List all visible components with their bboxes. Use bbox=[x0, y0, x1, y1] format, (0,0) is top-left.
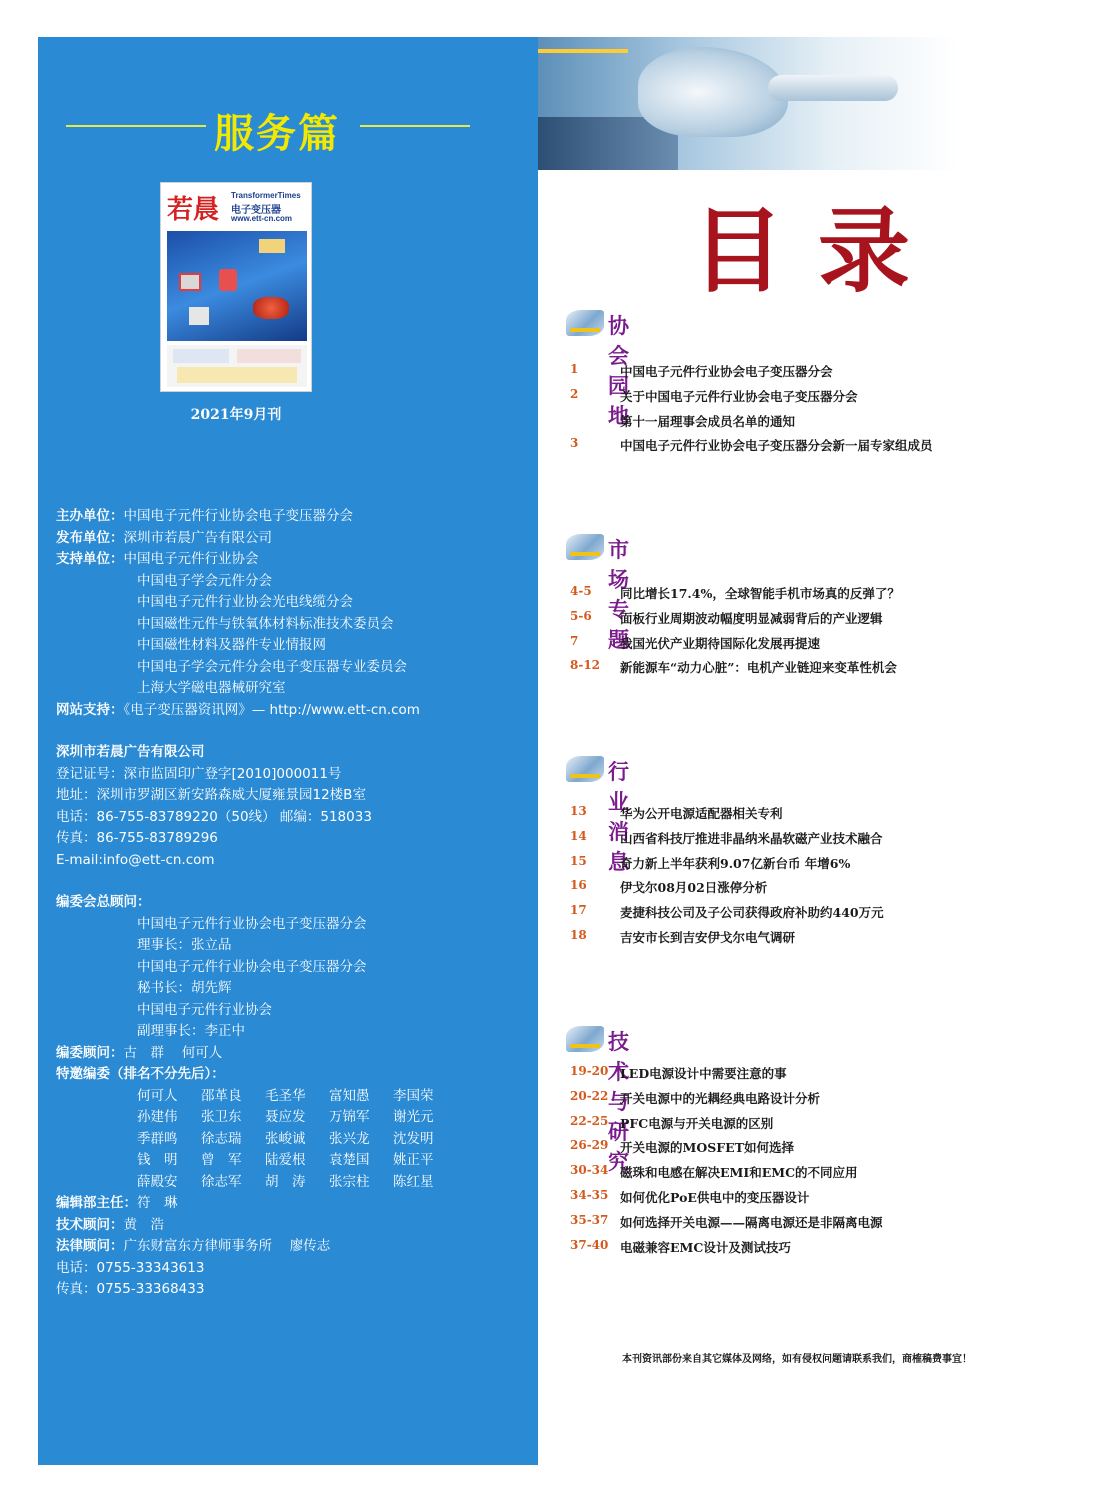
special-name: 钱 明 bbox=[137, 1152, 178, 1168]
consultant-row bbox=[56, 1043, 457, 1065]
toc-item-title: 电磁兼容EMC设计及测试技巧 bbox=[620, 1239, 791, 1255]
special-name: 曾 军 bbox=[201, 1152, 242, 1168]
special-name: 胡 涛 bbox=[265, 1173, 306, 1190]
editor-label: 编辑部主任： bbox=[56, 1195, 137, 1211]
toc-item-title: 第十一届理事会成员名单的通知 bbox=[620, 413, 796, 429]
toc-section-title: 市场专题 bbox=[608, 537, 629, 652]
organizer-row bbox=[56, 549, 420, 571]
toc-item-title: 如何优化PoE供电中的变压器设计 bbox=[620, 1189, 810, 1205]
special-name: 徐志军 bbox=[201, 1173, 242, 1190]
service-section-title bbox=[66, 102, 470, 157]
organizer-value: 中国电子元件行业协会 bbox=[123, 551, 259, 567]
toc-item-title: 中国电子元件行业协会电子变压器分会 bbox=[620, 364, 833, 379]
special-name: 张卫东 bbox=[201, 1109, 242, 1125]
title-rule-left bbox=[66, 125, 206, 127]
toc-item-title: 伊戈尔08月02日涨停分析 bbox=[620, 880, 768, 896]
legal-advisor-row bbox=[56, 1236, 457, 1258]
organizer-row bbox=[56, 592, 420, 614]
committee-head-label: 编委会总顾问： bbox=[56, 894, 151, 910]
issue-date: 2021年9月刊 bbox=[190, 407, 282, 423]
pointing-hand-icon bbox=[566, 1026, 604, 1052]
toc-page-number: 2 bbox=[570, 386, 579, 401]
hero-image bbox=[538, 37, 958, 170]
editor-value: 符 琳 bbox=[137, 1195, 178, 1211]
toc-page-number: 18 bbox=[570, 927, 587, 942]
advisor-row: 中国电子元件行业协会 bbox=[137, 1001, 272, 1018]
toc-page-number: 5-6 bbox=[570, 608, 592, 623]
toc-page-number: 8-12 bbox=[570, 658, 601, 673]
organizer-label: 支持单位： bbox=[56, 551, 124, 567]
toc-page-number: 34-35 bbox=[570, 1187, 609, 1202]
special-names-row bbox=[56, 1107, 457, 1129]
toc-page-number: 4-5 bbox=[570, 584, 592, 598]
special-name: 聂应发 bbox=[265, 1109, 306, 1125]
toc-page-number: 15 bbox=[570, 853, 587, 868]
special-name: 陆爱根 bbox=[265, 1152, 306, 1168]
toc-page-number: 30-34 bbox=[570, 1163, 609, 1178]
toc-item-title: 开关电源中的光耦经典电路设计分析 bbox=[620, 1090, 821, 1106]
toc-page-number: 17 bbox=[570, 903, 587, 918]
advisor-row: 中国电子元件行业协会电子变压器分会 bbox=[137, 958, 367, 975]
toc-section-title: 协会园地 bbox=[608, 313, 629, 428]
organizer-value: 上海大学磁电器械研究室 bbox=[137, 680, 286, 696]
toc-section-title: 技术与研究 bbox=[608, 1029, 629, 1174]
company-info bbox=[56, 742, 372, 871]
committee-fax: 传真：0755-33368433 bbox=[56, 1281, 205, 1297]
organizer-value: 深圳市若晨广告有限公司 bbox=[123, 529, 272, 546]
company-fax: 传真：86-755-83789296 bbox=[56, 830, 218, 846]
pointing-hand-icon bbox=[566, 310, 604, 336]
toc-title: 目录 bbox=[692, 197, 945, 305]
toc-item-title: 磁珠和电感在解决EMI和EMC的不同应用 bbox=[620, 1165, 858, 1181]
special-name: 袁楚国 bbox=[329, 1152, 370, 1168]
service-title-text: 服务篇 bbox=[214, 110, 340, 157]
toc-page-number: 13 bbox=[570, 804, 587, 818]
special-name: 陈红星 bbox=[393, 1173, 434, 1190]
organizer-label: 主办单位： bbox=[56, 508, 124, 524]
consultant-label: 编委顾问： bbox=[56, 1044, 124, 1061]
tech-advisor-row bbox=[56, 1215, 457, 1237]
special-name: 张兴龙 bbox=[329, 1130, 370, 1147]
organizer-row bbox=[56, 571, 420, 593]
toc-item-title: PFC电源与开关电源的区别 bbox=[620, 1115, 774, 1131]
special-name: 张峻诚 bbox=[265, 1130, 306, 1147]
organizer-value: 中国电子元件行业协会光电线缆分会 bbox=[137, 594, 353, 610]
toc-item-title: 同比增长17.4%，全球智能手机市场真的反弹了？ bbox=[620, 586, 900, 601]
company-name: 深圳市若晨广告有限公司 bbox=[56, 744, 205, 760]
organizer-value: 《电子变压器资讯网》— http://www.ett-cn.com bbox=[123, 701, 420, 718]
organizer-row bbox=[56, 528, 420, 550]
special-name: 万锦军 bbox=[329, 1109, 370, 1125]
committee-phone: 电话：0755-33343613 bbox=[56, 1259, 205, 1276]
advisor-row: 理事长：张立品 bbox=[137, 937, 232, 953]
special-name: 何可人 bbox=[137, 1087, 178, 1104]
magazine-cover[interactable] bbox=[160, 182, 312, 392]
toc-item-title: 奇力新上半年获利9.07亿新台币 年增6% bbox=[620, 855, 851, 871]
editor-row bbox=[56, 1193, 457, 1215]
toc-page-number: 3 bbox=[570, 436, 579, 451]
legal-advisor-label: 法律顾问： bbox=[56, 1238, 124, 1254]
cover-en-title: TransformerTimes bbox=[231, 191, 301, 200]
pointing-hand-icon bbox=[566, 534, 604, 560]
special-name: 季群鸣 bbox=[137, 1130, 178, 1147]
toc-page-number: 14 bbox=[570, 828, 587, 843]
organizer-value: 中国磁性元件与铁氧体材料标准技术委员会 bbox=[137, 615, 394, 632]
copyright-note: 本刊资讯部份来自其它媒体及网络，如有侵权问题请联系我们，商榷稿费事宜！ bbox=[622, 1354, 972, 1365]
special-name: 孙建伟 bbox=[137, 1109, 178, 1125]
pointing-hand-icon bbox=[566, 756, 604, 782]
title-rule-right bbox=[360, 125, 470, 127]
cover-artwork bbox=[167, 231, 307, 341]
organizer-row bbox=[56, 635, 420, 657]
organizer-label: 发布单位： bbox=[56, 529, 124, 546]
toc-item-title: 关于中国电子元件行业协会电子变压器分会 bbox=[620, 388, 858, 404]
toc-page-number: 1 bbox=[570, 362, 579, 376]
special-name: 谢光元 bbox=[393, 1109, 434, 1125]
consultant-names: 古 群 何可人 bbox=[123, 1044, 223, 1061]
toc-item-title: 我国光伏产业期待国际化发展再提速 bbox=[620, 635, 821, 651]
special-name: 姚正平 bbox=[393, 1152, 434, 1168]
toc-item-title: 如何选择开关电源——隔离电源还是非隔离电源 bbox=[620, 1214, 883, 1230]
organizer-value: 中国电子学会元件分会 bbox=[137, 572, 272, 589]
toc-page-number: 35-37 bbox=[570, 1212, 609, 1227]
advisor-row: 中国电子元件行业协会电子变压器分会 bbox=[137, 915, 367, 932]
special-names-row bbox=[56, 1150, 457, 1172]
cover-logo: 若晨 bbox=[167, 195, 220, 225]
toc-item-title: 麦捷科技公司及子公司获得政府补助约440万元 bbox=[620, 905, 884, 921]
toc-page-number: 16 bbox=[570, 878, 587, 893]
company-email[interactable]: E-mail:info@ett-cn.com bbox=[56, 851, 215, 868]
toc-page-number: 37-40 bbox=[570, 1237, 609, 1252]
toc-section-title: 行业消息 bbox=[608, 759, 629, 874]
special-name: 李国荣 bbox=[393, 1087, 434, 1104]
toc-page-number: 20-22 bbox=[570, 1088, 609, 1103]
special-name: 富知愚 bbox=[329, 1087, 370, 1104]
organizer-row bbox=[56, 678, 420, 700]
advisor-row: 副理事长：李正中 bbox=[137, 1023, 245, 1039]
toc-item-title: 面板行业周期波动幅度明显减弱背后的产业逻辑 bbox=[620, 610, 883, 626]
toc-item-title: 山西省科技厅推进非晶纳米晶软磁产业技术融合 bbox=[620, 830, 883, 846]
special-name: 张宗柱 bbox=[329, 1173, 370, 1190]
organizer-row bbox=[56, 700, 420, 722]
toc-page-number: 19-20 bbox=[570, 1064, 609, 1078]
company-phone: 电话：86-755-83789220（50线） 邮编：518033 bbox=[56, 808, 372, 825]
organizer-value: 中国电子元件行业协会电子变压器分会 bbox=[123, 508, 353, 524]
organizer-row bbox=[56, 657, 420, 679]
toc-item-title: 新能源车“动力心脏”：电机产业链迎来变革性机会 bbox=[620, 660, 897, 676]
toc-page-number: 22-25 bbox=[570, 1113, 609, 1128]
advisor-row: 秘书长：胡先辉 bbox=[137, 980, 232, 996]
toc-page-number: 7 bbox=[570, 633, 579, 648]
committee-info bbox=[56, 892, 457, 1301]
organizer-label: 网站支持： bbox=[56, 701, 124, 718]
organizer-value: 中国电子学会元件分会电子变压器专业委员会 bbox=[137, 658, 407, 675]
tech-advisor-label: 技术顾问： bbox=[56, 1216, 124, 1233]
special-name: 徐志瑞 bbox=[201, 1130, 242, 1147]
company-reg: 登记证号：深市监固印广登字[2010]000011号 bbox=[56, 765, 342, 782]
special-name: 沈发明 bbox=[393, 1130, 434, 1147]
toc-item-title: 开关电源的MOSFET如何选择 bbox=[620, 1140, 794, 1156]
toc-item-title: 吉安市长到吉安伊戈尔电气调研 bbox=[620, 929, 796, 945]
special-name: 薛殿安 bbox=[137, 1173, 178, 1190]
cover-url: www.ett-cn.com bbox=[231, 214, 293, 223]
organizer-row bbox=[56, 506, 420, 528]
special-name: 毛圣华 bbox=[265, 1087, 306, 1104]
special-label: 特邀编委（排名不分先后）： bbox=[56, 1066, 225, 1082]
special-names-row bbox=[56, 1086, 457, 1108]
toc-page-number: 26-29 bbox=[570, 1138, 609, 1153]
toc-item-title: 中国电子元件行业协会电子变压器分会新一届专家组成员 bbox=[620, 438, 933, 454]
legal-advisor-value: 广东财富东方律师事务所 廖传志 bbox=[123, 1238, 331, 1254]
company-address: 地址：深圳市罗湖区新安路森威大厦雍景园12楼B室 bbox=[56, 787, 366, 803]
organizer-list bbox=[56, 506, 420, 721]
special-names-row bbox=[56, 1172, 457, 1194]
special-row bbox=[56, 1064, 457, 1086]
toc-item-title: LED电源设计中需要注意的事 bbox=[620, 1066, 787, 1081]
organizer-row bbox=[56, 614, 420, 636]
cover-ads bbox=[167, 345, 307, 387]
committee-head-row bbox=[56, 892, 457, 914]
special-names-row bbox=[56, 1129, 457, 1151]
special-name: 邵革良 bbox=[201, 1087, 242, 1104]
toc-item-title: 华为公开电源适配器相关专利 bbox=[620, 806, 783, 821]
tech-advisor-value: 黄 浩 bbox=[123, 1216, 164, 1233]
organizer-value: 中国磁性材料及器件专业情报网 bbox=[137, 637, 326, 653]
cover-cn-title: 电子变压器 bbox=[231, 205, 281, 216]
